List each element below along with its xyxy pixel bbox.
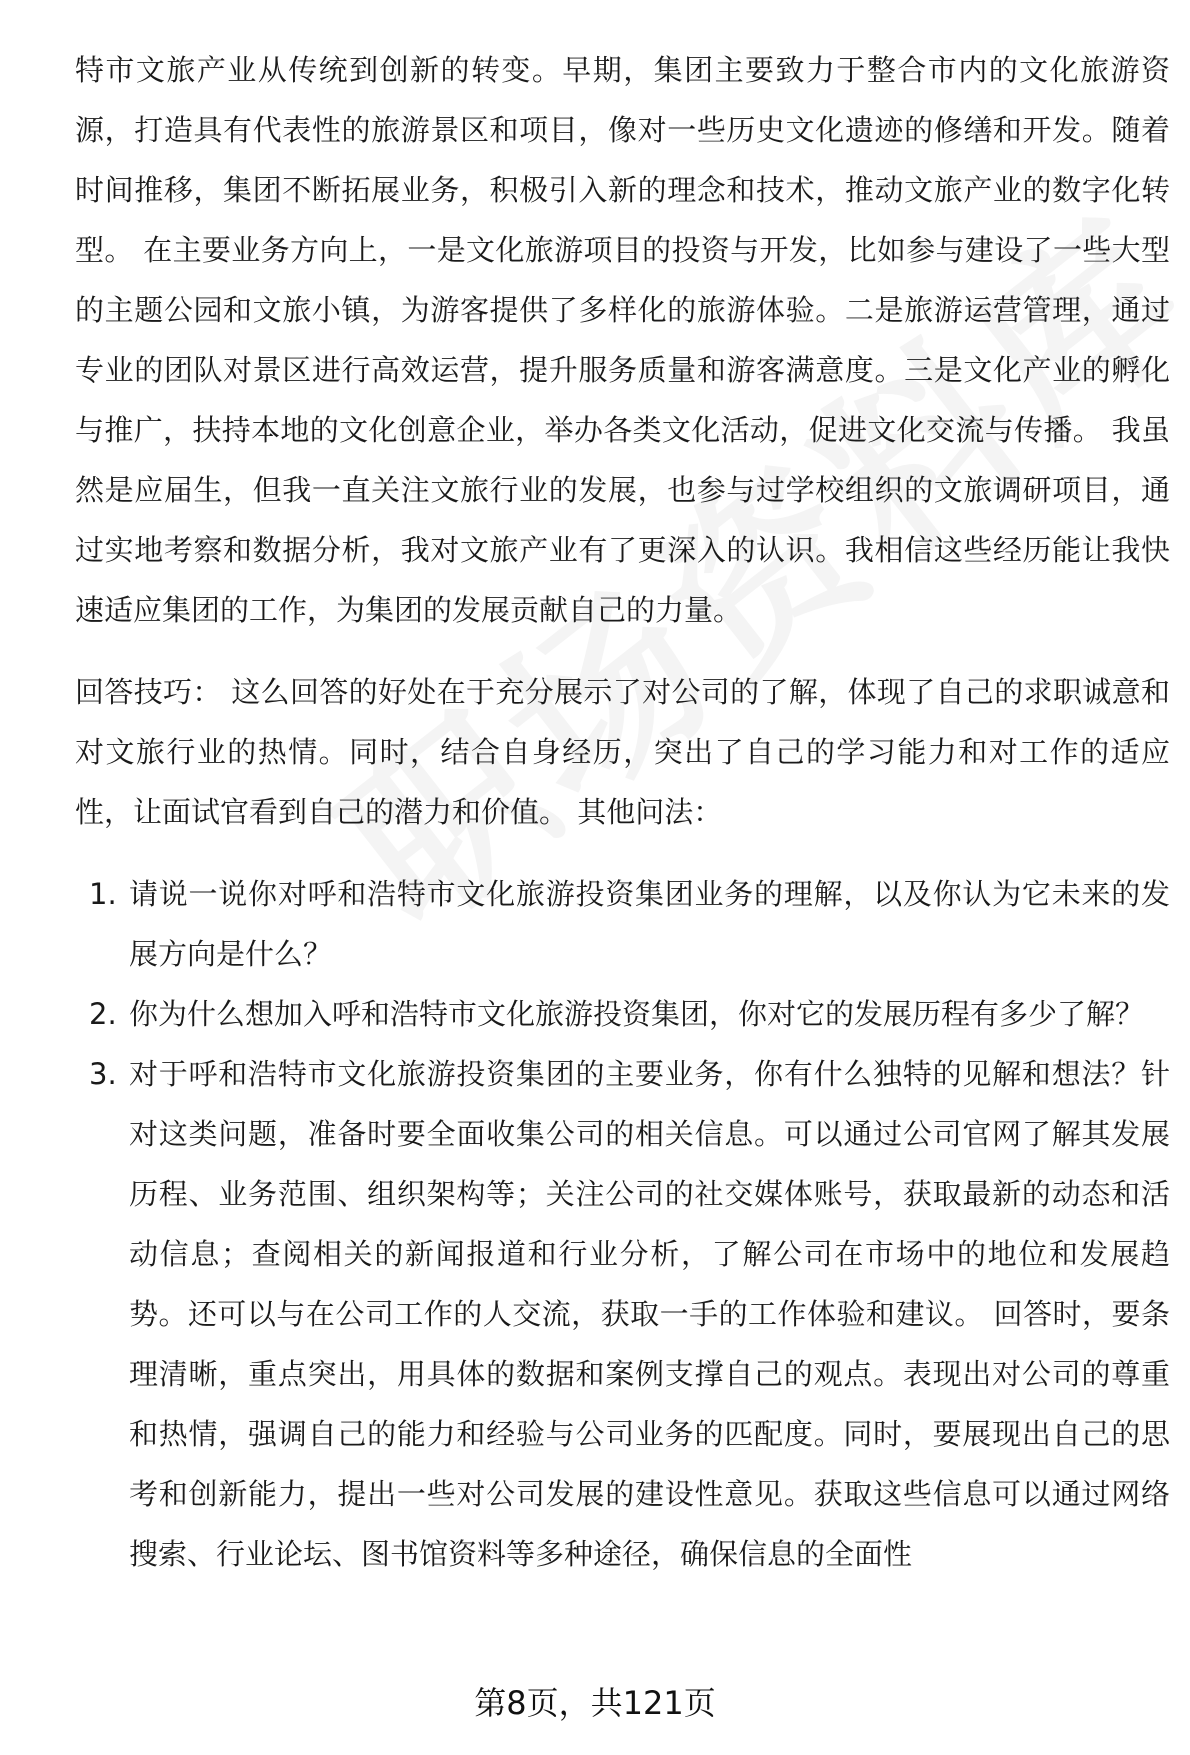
list-item-text: 你为什么想加入呼和浩特市文化旅游投资集团，你对它的发展历程有多少了解？ — [129, 997, 1145, 1031]
question-list — [75, 864, 1170, 1584]
list-item-number: 1. — [89, 877, 117, 911]
list-item-number: 2. — [89, 997, 117, 1031]
list-item-text: 请说一说你对呼和浩特市文化旅游投资集团业务的理解，以及你认为它未来的发展方向是什么？ — [129, 877, 1170, 971]
list-item — [75, 1044, 1170, 1584]
document-body — [75, 40, 1170, 1584]
list-item — [75, 864, 1170, 984]
intro-paragraph: 特市文旅产业从传统到创新的转变。早期，集团主要致力于整合市内的文化旅游资源，打造具有代表性的旅游景区和项目，像对一些历史文化遗迹的修缮和开发。随着时间推移，集团不断拓展业务，积极引入新的理念和技术，推动文旅产业的数字化转型。 在主要业务方向上，一是文化旅游项目的投资与开发，比如参与建设了一些大型的主题公园和文旅小镇，为游客提供了多样化的旅游体验。二是旅游运营管理，通过专业的团队对景区进行高效运营，提升服务质量和游客满意度。三是文化产业的孵化与推广，扶持本地的文化创意企业，举办各类文化活动，促进文化交流与传播。 我虽然是应届生，但我一直关注文旅行业的发展，也参与过学校组织的文旅调研项目，通过实地考察和数据分析，我对文旅产业有了更深入的认识。我相信这些经历能让我快速适应集团的工作，为集团的发展贡献自己的力量。 — [75, 53, 1170, 627]
list-item-text: 对于呼和浩特市文化旅游投资集团的主要业务，你有什么独特的见解和想法？针对这类问题，准备时要全面收集公司的相关信息。可以通过公司官网了解其发展历程、业务范围、组织架构等；关注公司的社交媒体账号，获取最新的动态和活动信息；查阅相关的新闻报道和行业分析，了解公司在市场中的地位和发展趋势。还可以与在公司工作的人交流，获取一手的工作体验和建议。 回答时，要条理清晰，重点突出，用具体的数据和案例支撑自己的观点。表现出对公司的尊重和热情，强调自己的能力和经验与公司业务的匹配度。同时，要展现出自己的思考和创新能力，提出一些对公司发展的建设性意见。获取这些信息可以通过网络搜索、行业论坛、图书馆资料等多种途径，确保信息的全面性 — [129, 1057, 1170, 1571]
page-number: 第8页，共121页 — [474, 1684, 716, 1722]
list-item — [75, 984, 1170, 1044]
list-item-number: 3. — [89, 1057, 117, 1091]
answer-tips-paragraph: 回答技巧： 这么回答的好处在于充分展示了对公司的了解，体现了自己的求职诚意和对文旅行业的热情。同时，结合自身经历，突出了自己的学习能力和对工作的适应性，让面试官看到自己的潜力和价值。 其他问法： — [75, 675, 1170, 829]
